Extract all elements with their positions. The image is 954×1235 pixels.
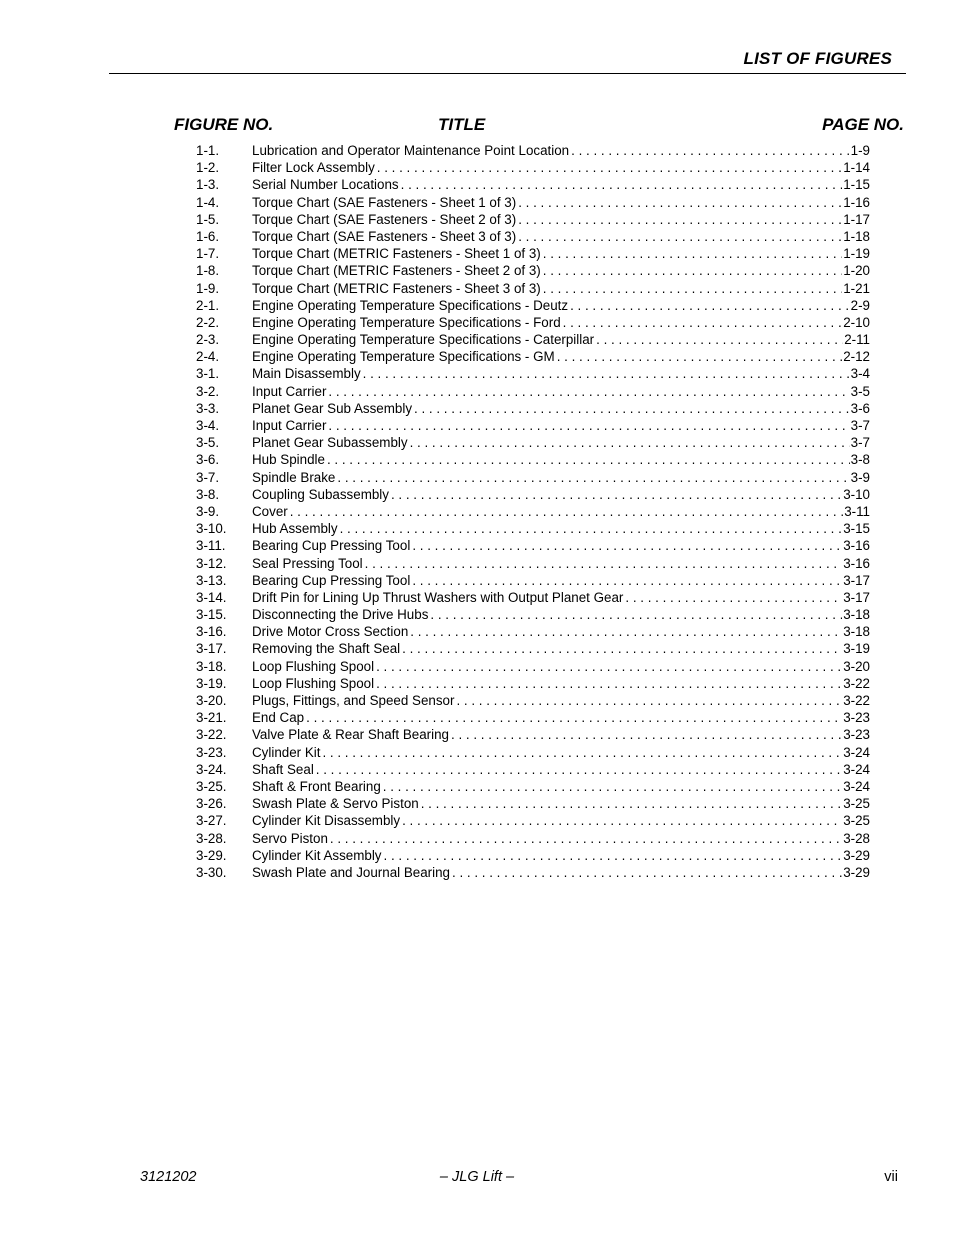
figure-number: 1-9. — [196, 280, 220, 296]
dot-leader — [306, 709, 842, 726]
figure-number: 3-22. — [196, 727, 227, 743]
list-item — [196, 142, 870, 159]
dot-leader — [363, 365, 850, 382]
figure-title: Torque Chart (METRIC Fasteners - Sheet 1 of 3) — [252, 246, 541, 262]
figure-number: 3-9. — [196, 503, 220, 519]
dot-leader — [328, 417, 849, 434]
dot-leader — [451, 726, 842, 743]
figure-number: 3-20. — [196, 693, 227, 708]
dot-leader — [383, 778, 842, 795]
figure-page-number: 1-16 — [843, 194, 870, 210]
figure-title: Torque Chart (SAE Fasteners - Sheet 2 of 3) — [252, 211, 517, 227]
figure-number: 3-19. — [196, 675, 227, 691]
figure-title: Torque Chart (METRIC Fasteners - Sheet 3 of 3) — [252, 280, 541, 296]
figure-page-number: 3-22 — [843, 675, 870, 691]
list-item — [196, 280, 870, 297]
list-item — [196, 640, 870, 657]
list-item — [196, 606, 870, 623]
figure-page-number: 2-11 — [844, 332, 870, 348]
figure-page-number: 3-24 — [843, 761, 870, 777]
figure-title: Cylinder Kit Assembly — [252, 847, 382, 863]
figure-number: 2-3. — [196, 332, 220, 348]
figure-title: Cylinder Kit — [252, 744, 321, 760]
figure-page-number: 3-7 — [850, 435, 870, 451]
dot-leader — [571, 142, 850, 159]
figure-page-number: 3-15 — [843, 521, 870, 537]
dot-leader — [376, 658, 842, 675]
figure-number: 3-7. — [196, 469, 220, 485]
figure-number: 3-6. — [196, 452, 220, 468]
figure-page-number: 1-9 — [850, 143, 870, 158]
figure-title: Serial Number Locations — [252, 177, 399, 193]
figure-title: Removing the Shaft Seal — [252, 641, 401, 657]
column-header-figure-no: FIGURE NO. — [174, 115, 274, 134]
figure-number: 3-29. — [196, 847, 227, 863]
figure-page-number: 3-9 — [850, 469, 870, 485]
figure-number: 1-2. — [196, 160, 220, 176]
figure-number: 3-30. — [196, 864, 227, 880]
figure-title: Loop Flushing Spool — [252, 658, 375, 674]
figure-page-number: 3-25 — [843, 796, 870, 812]
dot-leader — [402, 812, 842, 829]
figure-title: Loop Flushing Spool — [252, 675, 375, 691]
figure-number: 3-11. — [196, 538, 226, 554]
figure-title: Engine Operating Temperature Specifications - Deutz — [252, 297, 569, 313]
list-item — [196, 658, 870, 675]
figure-title: Plugs, Fittings, and Speed Sensor — [252, 693, 455, 708]
list-item — [196, 400, 870, 417]
dot-leader — [410, 434, 850, 451]
column-header-page-no: PAGE NO. — [822, 115, 904, 134]
figure-page-number: 3-23 — [843, 710, 870, 726]
dot-leader — [401, 176, 843, 193]
figure-number: 1-6. — [196, 228, 220, 244]
figure-title: Lubrication and Operator Maintenance Point Location — [252, 143, 570, 158]
dot-leader — [518, 211, 842, 228]
figure-number: 3-16. — [196, 624, 227, 640]
dot-leader — [412, 537, 842, 554]
dot-leader — [570, 297, 850, 314]
figure-number: 1-5. — [196, 211, 220, 227]
figure-number: 3-13. — [196, 572, 227, 588]
figure-title: Planet Gear Sub Assembly — [252, 400, 413, 416]
figure-number: 3-25. — [196, 778, 227, 794]
figure-page-number: 3-18 — [843, 624, 870, 640]
figure-title: Swash Plate and Journal Bearing — [252, 864, 451, 880]
figure-title: Disconnecting the Drive Hubs — [252, 607, 429, 623]
figure-page-number: 3-17 — [843, 589, 870, 605]
figure-page-number: 1-15 — [843, 177, 870, 193]
dot-leader — [518, 228, 842, 245]
list-item — [196, 692, 870, 709]
dot-leader — [430, 606, 842, 623]
figure-number: 3-5. — [196, 435, 220, 451]
figure-number: 3-3. — [196, 400, 220, 416]
figure-title: Shaft Seal — [252, 761, 314, 777]
figure-page-number: 3-23 — [843, 727, 870, 743]
figure-number: 3-27. — [196, 813, 227, 829]
list-item — [196, 194, 870, 211]
figure-title: Filter Lock Assembly — [252, 160, 375, 176]
list-item — [196, 520, 870, 537]
figure-number: 3-10. — [196, 521, 227, 537]
dot-leader — [290, 503, 843, 520]
figure-title: Cover — [252, 503, 288, 519]
list-item — [196, 486, 870, 503]
page-header-title: LIST OF FIGURES — [743, 49, 892, 68]
figure-page-number: 2-12 — [843, 349, 870, 365]
list-item — [196, 434, 870, 451]
figure-number: 3-14. — [196, 589, 227, 605]
figure-number: 3-23. — [196, 744, 227, 760]
figure-number: 3-18. — [196, 658, 227, 674]
figure-title: Coupling Subassembly — [252, 486, 389, 502]
dot-leader — [563, 314, 843, 331]
figure-page-number: 3-10 — [843, 486, 870, 502]
dot-leader — [340, 520, 843, 537]
dot-leader — [365, 555, 843, 572]
list-item — [196, 176, 870, 193]
dot-leader — [543, 280, 842, 297]
figure-title: End Cap — [252, 710, 305, 726]
list-item — [196, 314, 870, 331]
footer-doc-number: 3121202 — [140, 1169, 197, 1185]
dot-leader — [376, 675, 842, 692]
list-item — [196, 795, 870, 812]
footer-center-text: – JLG Lift – — [439, 1169, 515, 1185]
dot-leader — [328, 383, 849, 400]
figure-number: 1-7. — [196, 246, 220, 262]
figure-page-number: 3-7 — [850, 418, 870, 433]
figure-number: 3-4. — [196, 418, 220, 433]
figure-title: Spindle Brake — [252, 469, 336, 485]
figure-title: Shaft & Front Bearing — [252, 778, 381, 794]
figure-title: Hub Assembly — [252, 521, 338, 537]
figure-page-number: 2-9 — [850, 297, 870, 313]
footer-page-number: vii — [884, 1169, 898, 1185]
dot-leader — [316, 761, 842, 778]
figure-title: Hub Spindle — [252, 452, 325, 468]
list-item — [196, 847, 870, 864]
figure-number: 1-3. — [196, 177, 220, 193]
figure-number: 2-4. — [196, 349, 220, 365]
dot-leader — [322, 744, 842, 761]
dot-leader — [543, 245, 842, 262]
list-item — [196, 623, 870, 640]
figure-number: 3-17. — [196, 641, 227, 657]
figure-title: Input Carrier — [252, 383, 327, 399]
figure-page-number: 1-18 — [843, 228, 870, 244]
figure-page-number: 3-5 — [850, 383, 870, 399]
list-item — [196, 451, 870, 468]
figure-title: Servo Piston — [252, 830, 328, 846]
list-item — [196, 211, 870, 228]
figure-page-number: 3-29 — [843, 847, 870, 863]
figure-number: 3-21. — [196, 710, 227, 726]
figure-title: Torque Chart (METRIC Fasteners - Sheet 2 of 3) — [252, 263, 541, 279]
figure-title: Cylinder Kit Disassembly — [252, 813, 401, 829]
dot-leader — [410, 623, 842, 640]
figure-page-number: 2-10 — [843, 314, 870, 330]
list-item — [196, 830, 870, 847]
list-item — [196, 331, 870, 348]
list-item — [196, 864, 870, 881]
figure-title: Main Disassembly — [252, 366, 361, 382]
figure-page-number: 1-19 — [843, 246, 870, 262]
list-item — [196, 262, 870, 279]
figure-page-number: 1-21 — [843, 280, 870, 296]
figure-page-number: 3-24 — [843, 778, 870, 794]
figure-title: Engine Operating Temperature Specifications - Ford — [252, 314, 561, 330]
list-item — [196, 675, 870, 692]
dot-leader — [391, 486, 842, 503]
figure-title: Input Carrier — [252, 418, 327, 433]
figure-page-number: 3-16 — [843, 538, 870, 554]
figure-number: 3-2. — [196, 383, 220, 399]
header-rule — [109, 73, 906, 74]
figure-number: 3-15. — [196, 607, 227, 623]
dot-leader — [456, 692, 842, 709]
figure-page-number: 3-19 — [843, 641, 870, 657]
figure-number: 1-1. — [196, 143, 220, 158]
list-item — [196, 159, 870, 176]
dot-leader — [596, 331, 843, 348]
figure-title: Bearing Cup Pressing Tool — [252, 538, 411, 554]
figure-page-number: 1-20 — [843, 263, 870, 279]
list-item — [196, 245, 870, 262]
list-item — [196, 383, 870, 400]
dot-leader — [625, 589, 842, 606]
figure-title: Engine Operating Temperature Specifications - Caterpillar — [252, 332, 595, 348]
figure-page-number: 3-16 — [843, 555, 870, 571]
list-item — [196, 744, 870, 761]
figure-list — [196, 142, 870, 881]
list-item — [196, 572, 870, 589]
figure-page-number: 3-6 — [850, 400, 870, 416]
figure-page-number: 3-8 — [850, 452, 870, 468]
figure-page-number: 3-17 — [843, 572, 870, 588]
figure-title: Swash Plate & Servo Piston — [252, 796, 419, 812]
list-item — [196, 537, 870, 554]
figure-number: 3-28. — [196, 830, 227, 846]
list-item — [196, 365, 870, 382]
list-item — [196, 348, 870, 365]
list-item — [196, 503, 870, 520]
dot-leader — [412, 572, 842, 589]
figure-page-number: 3-20 — [843, 658, 870, 674]
figure-page-number: 3-25 — [843, 813, 870, 829]
list-item — [196, 589, 870, 606]
list-item — [196, 778, 870, 795]
dot-leader — [452, 864, 842, 881]
dot-leader — [518, 194, 842, 211]
figure-page-number: 1-17 — [843, 211, 870, 227]
dot-leader — [377, 159, 842, 176]
dot-leader — [557, 348, 843, 365]
list-item — [196, 761, 870, 778]
dot-leader — [421, 795, 842, 812]
figure-title: Valve Plate & Rear Shaft Bearing — [252, 727, 450, 743]
figure-number: 2-2. — [196, 314, 220, 330]
figure-title: Torque Chart (SAE Fasteners - Sheet 1 of 3) — [252, 194, 517, 210]
figure-number: 3-24. — [196, 761, 227, 777]
figure-title: Drive Motor Cross Section — [252, 624, 409, 640]
dot-leader — [327, 451, 850, 468]
figure-page-number: 3-22 — [843, 693, 870, 708]
dot-leader — [402, 640, 842, 657]
figure-page-number: 3-11 — [844, 503, 870, 519]
dot-leader — [543, 262, 842, 279]
figure-title: Drift Pin for Lining Up Thrust Washers with Output Planet Gear — [252, 589, 624, 605]
list-item — [196, 469, 870, 486]
list-item — [196, 555, 870, 572]
figure-number: 3-8. — [196, 486, 220, 502]
dot-leader — [384, 847, 843, 864]
column-header-title: TITLE — [438, 115, 486, 134]
figure-title: Planet Gear Subassembly — [252, 435, 408, 451]
figure-page-number: 3-24 — [843, 744, 870, 760]
figure-number: 1-4. — [196, 194, 220, 210]
list-item — [196, 228, 870, 245]
figure-number: 3-1. — [196, 366, 220, 382]
figure-title: Bearing Cup Pressing Tool — [252, 572, 411, 588]
list-item — [196, 812, 870, 829]
list-item — [196, 726, 870, 743]
dot-leader — [337, 469, 849, 486]
figure-number: 2-1. — [196, 297, 220, 313]
figure-page-number: 3-28 — [843, 830, 870, 846]
figure-title: Seal Pressing Tool — [252, 555, 363, 571]
figure-page-number: 3-4 — [850, 366, 870, 382]
figure-title: Engine Operating Temperature Specifications - GM — [252, 349, 555, 365]
dot-leader — [330, 830, 842, 847]
figure-number: 1-8. — [196, 263, 220, 279]
list-item — [196, 417, 870, 434]
figure-title: Torque Chart (SAE Fasteners - Sheet 3 of 3) — [252, 228, 517, 244]
figure-number: 3-26. — [196, 796, 227, 812]
figure-number: 3-12. — [196, 555, 227, 571]
list-item — [196, 709, 870, 726]
figure-page-number: 3-18 — [843, 607, 870, 623]
figure-page-number: 3-29 — [843, 864, 870, 880]
dot-leader — [414, 400, 850, 417]
figure-page-number: 1-14 — [843, 160, 870, 176]
list-item — [196, 297, 870, 314]
